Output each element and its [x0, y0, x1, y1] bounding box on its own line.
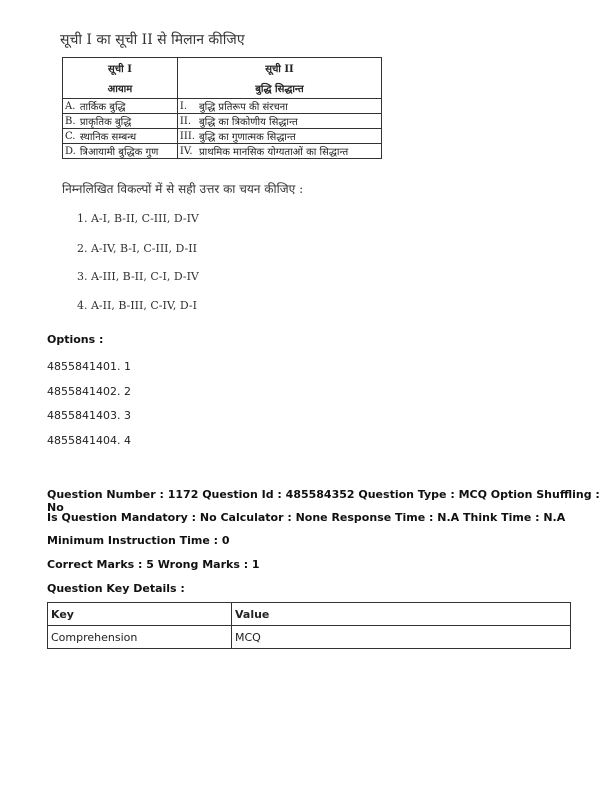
value-header: Value: [232, 603, 571, 626]
row-value: तार्किक बुद्धि: [78, 99, 178, 114]
row-value: त्रिआयामी बुद्धिक गुण: [78, 144, 178, 159]
value-cell: MCQ: [232, 626, 571, 649]
choice-1: 1. A-I, B-II, C-III, D-IV: [77, 212, 199, 225]
meta-line-2: Is Question Mandatory : No Calculator : None Response Time : N.A Think Time : N.A: [47, 511, 566, 524]
key-details-table: [47, 602, 571, 649]
row-key: III.: [177, 129, 197, 144]
list1-header: [63, 58, 178, 99]
option-item: 4855841402. 2: [47, 385, 131, 398]
row-value: प्राकृतिक बुद्धि: [78, 114, 178, 129]
row-key: II.: [177, 114, 197, 129]
list2-subtitle: बुद्धि सिद्धान्त: [255, 84, 304, 95]
instruction-text: निम्नलिखित विकल्पों में से सही उत्तर का चयन कीजिए :: [62, 182, 304, 196]
list2-header: [177, 58, 381, 99]
choice-3: 3. A-III, B-II, C-I, D-IV: [77, 270, 199, 283]
table-header-row: [48, 603, 571, 626]
table-row: [48, 626, 571, 649]
row-key: I.: [177, 99, 197, 114]
row-key: C.: [63, 129, 78, 144]
row-key: IV.: [177, 144, 197, 159]
meta-line-1: Question Number : 1172 Question Id : 485584352 Question Type : MCQ Option Shuffling : No: [47, 488, 600, 514]
row-key: A.: [63, 99, 78, 114]
options-label: Options :: [47, 333, 104, 346]
choice-2: 2. A-IV, B-I, C-III, D-II: [77, 242, 197, 255]
option-item: 4855841403. 3: [47, 409, 131, 422]
row-key: B.: [63, 114, 78, 129]
list2-title: सूची II: [265, 64, 294, 75]
table-row: [63, 129, 382, 144]
row-value: प्राथमिक मानसिक योग्यताओं का सिद्धान्त: [197, 144, 382, 159]
meta-line-3: Minimum Instruction Time : 0: [47, 534, 230, 547]
match-table: [62, 57, 382, 159]
row-key: D.: [63, 144, 78, 159]
row-value: स्थानिक सम्बन्ध: [78, 129, 178, 144]
table-row: [63, 144, 382, 159]
key-details-label: Question Key Details :: [47, 582, 185, 595]
row-value: बुद्धि का त्रिकोणीय सिद्धान्त: [197, 114, 382, 129]
table-row: [63, 114, 382, 129]
choice-4: 4. A-II, B-III, C-IV, D-I: [77, 299, 197, 312]
key-header: Key: [48, 603, 232, 626]
row-value: बुद्धि का गुणात्मक सिद्धान्त: [197, 129, 382, 144]
list1-subtitle: आयाम: [107, 84, 133, 95]
option-item: 4855841401. 1: [47, 360, 131, 373]
meta-line-4: Correct Marks : 5 Wrong Marks : 1: [47, 558, 260, 571]
table-row: [63, 99, 382, 114]
option-item: 4855841404. 4: [47, 434, 131, 447]
list1-title: सूची I: [108, 64, 132, 75]
key-cell: Comprehension: [48, 626, 232, 649]
question-heading: सूची I का सूची II से मिलान कीजिए: [60, 32, 245, 48]
row-value: बुद्धि प्रतिरूप की संरचना: [197, 99, 382, 114]
